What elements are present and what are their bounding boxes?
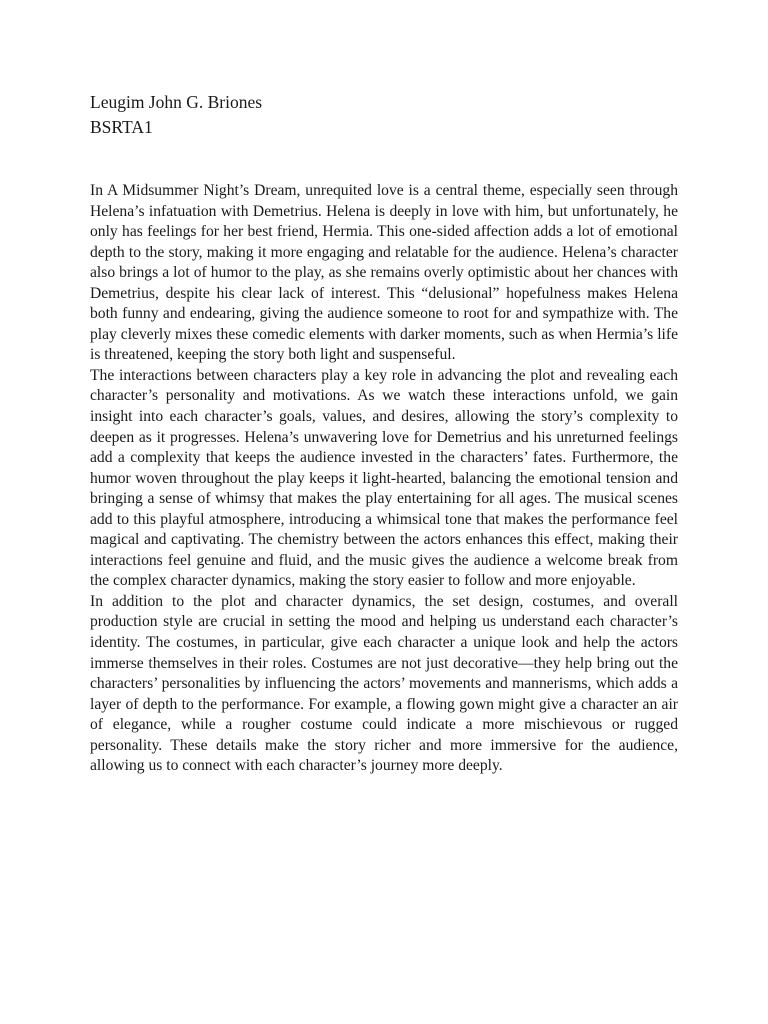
paragraph-1: In A Midsummer Night’s Dream, unrequited love is a central theme, especially seen through Helena’s infatuation with Demetrius. Helena is deeply in love with him, but unfortunately, he only has feelings for her best friend, Hermia. This one-sided affection adds a lot of emotional depth to the story, making it more engaging and relatable for the audience. Helena’s character also brings a lot of humor to the play, as she remains overly optimistic about her chances with Demetrius, despite his clear lack of interest. This “delusional” hopefulness makes Helena both funny and endearing, giving the audience someone to root for and sympathize with. The play cleverly mixes these comedic elements with darker moments, such as when Hermia’s life is threatened, keeping the story both light and suspenseful. — [90, 182, 678, 364]
paragraph-3: In addition to the plot and character dynamics, the set design, costumes, and overall production style are crucial in setting the mood and helping us understand each character’s identity. The costumes, in particular, give each character a unique look and help the actors immerse themselves in their roles. Costumes are not just decorative—they help bring out the characters’ personalities by influencing the actors’ movements and mannerisms, which adds a layer of depth to the performance. For example, a flowing gown might give a character an air of elegance, while a rougher costume could indicate a more mischievous or rugged personality. These details make the story richer and more immersive for the audience, allowing us to connect with each character’s journey more deeply. — [90, 592, 678, 775]
author-name: Leugim John G. Briones — [90, 92, 263, 112]
author-header — [90, 90, 262, 140]
essay-body — [90, 181, 678, 777]
author-section: BSRTA1 — [90, 117, 153, 137]
paragraph-2: The interactions between characters play a key role in advancing the plot and revealing each character’s personality and motivations. As we watch these interactions unfold, we gain insight into each character’s goals, values, and desires, allowing the story’s complexity to deepen as it progresses. Helena’s unwavering love for Demetrius and his unreturned feelings add a complexity that keeps the audience invested in the characters’ fates. Furthermore, the humor woven throughout the play keeps it light-hearted, balancing the emotional tension and bringing a sense of whimsy that makes the play entertaining for all ages. The musical scenes add to this playful atmosphere, introducing a whimsical tone that makes the performance feel magical and captivating. The chemistry between the actors enhances this effect, making their interactions feel genuine and fluid, and the music gives the audience a welcome break from the complex character dynamics, making the story easier to follow and more enjoyable. — [90, 366, 678, 590]
